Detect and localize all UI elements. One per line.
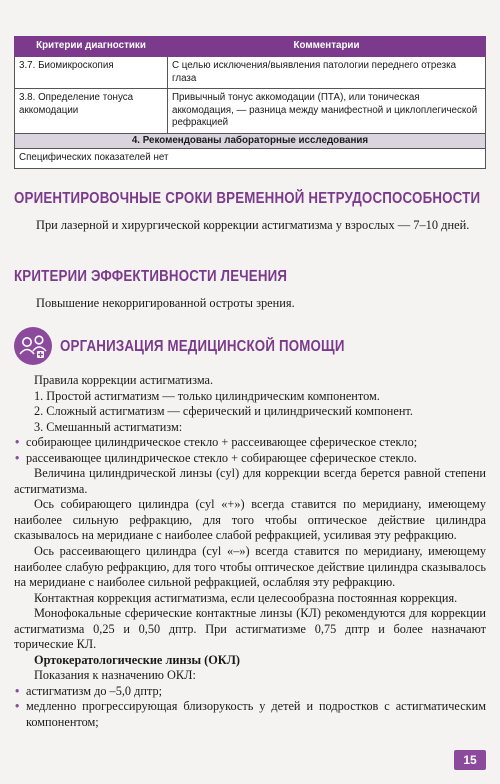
- paragraph: Монофокальные сферические контактные линзы (КЛ) рекомендуются для коррекции астигматизма 0,25 и 0,50 дптр. При астигматизме 0,75 дптр и более назначают торические КЛ.: [14, 606, 486, 652]
- paragraph: 3. Смешанный астигматизм:: [34, 419, 183, 434]
- paragraph: Величина цилиндрической линзы (cyl) для коррекции всегда берется равной степени астигматизма.: [14, 466, 486, 496]
- organization-body: [14, 373, 486, 731]
- table-row: [15, 57, 486, 89]
- paragraph: Ось рассеивающего цилиндра (cyl «–») всегда ставится по меридиану, имеющему наиболее слабую рефракцию, для того чтобы оптическое действие цилиндра сказывалось на меридиане с наиболее сильной рефракцией, ослабляя эту рефракцию.: [14, 544, 486, 590]
- subheading-okl: Ортокератологические линзы (ОКЛ): [34, 652, 240, 667]
- table-cell-note: Специфических показателей нет: [15, 149, 486, 169]
- bullet-icon: •: [15, 450, 20, 465]
- table-subheader-row: [15, 133, 486, 149]
- section-title-efficiency: КРИТЕРИИ ЭФФЕКТИВНОСТИ ЛЕЧЕНИЯ: [14, 268, 288, 285]
- table-cell-criterion: 3.8. Определение тонуса аккомодации: [15, 89, 168, 134]
- section-text-efficiency: Повышение некорригированной остроты зрения.: [36, 296, 295, 310]
- bullet-icon: •: [15, 683, 20, 698]
- paragraph: Ось собирающего цилиндра (cyl «+») всегда ставится по меридиану, имеющему наиболее сильную рефракцию, для того чтобы оптическое действие цилиндра сказывалось на меридиане с наиболее слабой рефракцией, усиливая эту рефракцию.: [14, 497, 486, 543]
- bullet-icon: •: [15, 699, 20, 714]
- list-item: • собирающее цилиндрическое стекло + рассеивающее сферическое стекло;: [15, 435, 418, 450]
- table-subheader: 4. Рекомендованы лабораторные исследования: [15, 133, 486, 149]
- bullet-icon: •: [15, 435, 20, 450]
- table-header-criteria: Критерии диагностики: [15, 37, 168, 57]
- paragraph: Правила коррекции астигматизма.: [34, 373, 214, 387]
- list-item: • медленно прогрессирующая близорукость у детей и подростков с астигматическим компонентом;: [15, 699, 486, 730]
- mixed-astigmatism-list: [14, 435, 486, 466]
- section-text-disability: При лазерной и хирургической коррекции астигматизма у взрослых — 7–10 дней.: [36, 218, 470, 232]
- page-number-badge: 15: [454, 750, 486, 770]
- paragraph: 2. Сложный астигматизм — сферический и цилиндрический компонент.: [34, 404, 413, 419]
- table-header-row: [15, 37, 486, 57]
- table-cell-criterion: 3.7. Биомикроскопия: [15, 57, 168, 89]
- table-row: [15, 89, 486, 134]
- table-cell-comment: Привычный тонус аккомодации (ПТА), или тоническая аккомодация, — разница между манифестной и циклоплегической рефракцией: [168, 89, 486, 134]
- okl-indications-list: [14, 684, 486, 731]
- section-title-organization: ОРГАНИЗАЦИЯ МЕДИЦИНСКОЙ ПОМОЩИ: [60, 338, 345, 355]
- paragraph: Показания к назначению ОКЛ:: [34, 668, 196, 683]
- table-cell-comment: С целью исключения/выявления патологии переднего отрезка глаза: [168, 57, 486, 89]
- medical-team-icon: [14, 327, 52, 365]
- diagnostics-table: [14, 36, 486, 169]
- list-item: • астигматизм до –5,0 дптр;: [15, 683, 163, 698]
- section-title-disability: ОРИЕНТИРОВОЧНЫЕ СРОКИ ВРЕМЕННОЙ НЕТРУДОСПОСОБНОСТИ: [14, 190, 481, 207]
- table-header-comments: Комментарии: [168, 37, 486, 57]
- paragraph: 1. Простой астигматизм — только цилиндрическим компонентом.: [34, 388, 380, 403]
- list-item: • рассеивающее цилиндрическое стекло + собирающее сферическое стекло.: [15, 450, 417, 465]
- paragraph: Контактная коррекция астигматизма, если целесообразна постоянная коррекция.: [34, 590, 458, 605]
- table-row: [15, 149, 486, 169]
